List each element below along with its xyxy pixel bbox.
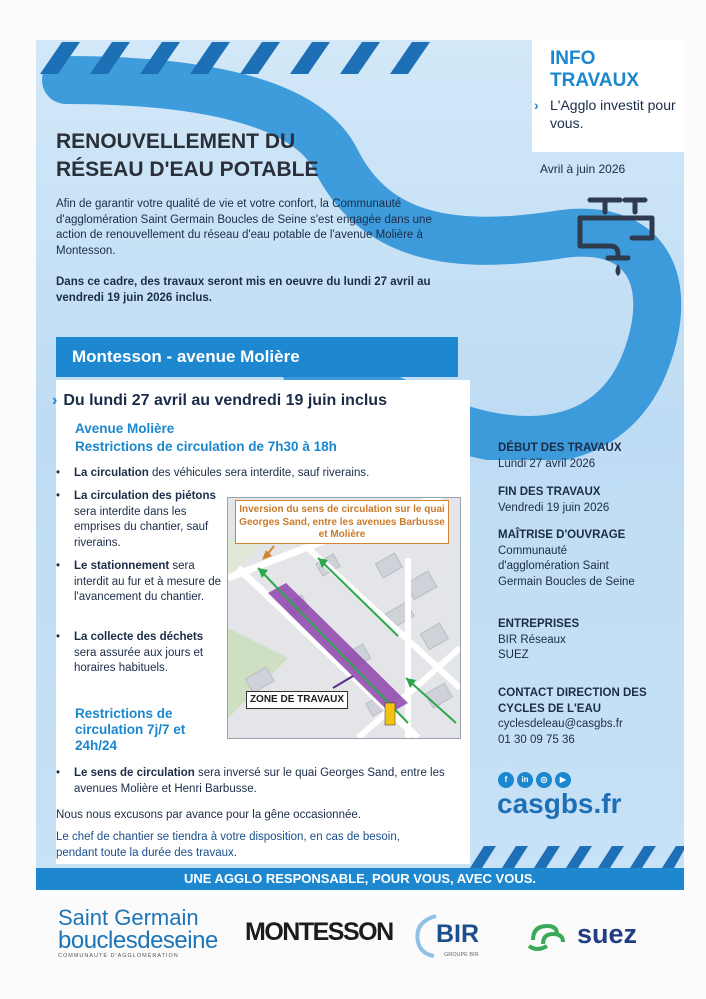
suez-logo-text: suez bbox=[577, 919, 638, 949]
map-callout: Inversion du sens de circulation sur le quai Georges Sand, entre les avenues Barbusse et Molière bbox=[235, 500, 449, 544]
avenue-restrictions-title bbox=[75, 420, 395, 456]
info-subtitle: L'Agglo investit pour vous. bbox=[550, 97, 676, 131]
bullet-text: sera interdite dans les emprises du chantier, sauf riverains. bbox=[74, 505, 209, 549]
sgbs-logo-line3: COMMUNAUTÉ D'AGGLOMÉRATION bbox=[58, 953, 179, 959]
contact-block bbox=[498, 686, 648, 748]
suez-logo bbox=[527, 918, 657, 952]
title-line1: RENOUVELLEMENT DU bbox=[56, 130, 296, 153]
list-item bbox=[74, 766, 454, 797]
suez-swirl-icon bbox=[527, 918, 573, 952]
facebook-icon[interactable]: f bbox=[498, 772, 514, 788]
bir-logo bbox=[412, 912, 502, 962]
list-item bbox=[74, 630, 224, 677]
avenue-name: Avenue Molière bbox=[75, 421, 175, 436]
contractor-suez: SUEZ bbox=[498, 649, 529, 661]
work-zone-label: ZONE DE TRAVAUX bbox=[246, 691, 348, 709]
bullet-bold: Le sens de circulation bbox=[74, 767, 195, 779]
footer-slogan: UNE AGGLO RESPONSABLE, POUR VOUS, AVEC VOUS. bbox=[36, 868, 684, 890]
dates-heading-text: Du lundi 27 avril au vendredi 19 juin inclus bbox=[63, 392, 387, 409]
montesson-logo: MONTESSON bbox=[245, 918, 393, 946]
bir-logo-text: BIR bbox=[436, 920, 480, 948]
list-item bbox=[74, 489, 224, 551]
site-manager-note: Le chef de chantier se tiendra à votre disposition, en cas de besoin, pendant toute la durée des travaux. bbox=[56, 831, 400, 859]
youtube-icon[interactable]: ▶ bbox=[555, 772, 571, 788]
bullet-text: sera assurée aux jours et horaires habituels. bbox=[74, 646, 204, 674]
intro-paragraph: Afin de garantir votre qualité de vie et votre confort, la Communauté d'agglomération Saint Germain Boucles de Seine s'est engagée dans une action de renouvellement du réseau d'eau potable de l'avenue Molière à Montesson. bbox=[56, 198, 432, 257]
sgbs-logo-line2: bouclesdeseine bbox=[58, 927, 218, 954]
start-heading: DÉBUT DES TRAVAUX bbox=[498, 442, 622, 454]
chevron-right-icon: › bbox=[534, 97, 539, 113]
bullet-text: des véhicules sera interdite, sauf riverains. bbox=[148, 467, 370, 479]
sgbs-logo-line1: Saint Germain bbox=[58, 905, 199, 930]
start-block bbox=[498, 441, 622, 472]
bullet-bold: La collecte des déchets bbox=[74, 631, 204, 643]
linkedin-icon[interactable]: in bbox=[517, 772, 533, 788]
contractor-bir: BIR Réseaux bbox=[498, 633, 566, 646]
owner-heading: MAÎTRISE D'OUVRAGE bbox=[498, 529, 626, 541]
water-tap-icon bbox=[570, 190, 660, 280]
bullet-bold: La circulation bbox=[74, 467, 149, 479]
sgbs-logo bbox=[58, 907, 218, 959]
owner-block bbox=[498, 528, 638, 590]
instagram-icon[interactable]: ◎ bbox=[536, 772, 552, 788]
info-title-line1: INFO bbox=[550, 48, 596, 69]
list-item bbox=[74, 559, 224, 606]
hazard-stripes-bottom bbox=[470, 846, 684, 868]
restrictions-24h-title: Restrictions de circulation 7j/7 et 24h/24 bbox=[75, 706, 186, 753]
start-value: Lundi 27 avril 2026 bbox=[498, 457, 596, 470]
bullet-bold: La circulation des piétons bbox=[74, 490, 216, 502]
bullet-text: sera inversé sur le quai Georges Sand, entre les avenues Molière et Henri Barbusse. bbox=[74, 767, 445, 795]
social-icons bbox=[498, 769, 574, 787]
intro-dates-paragraph: Dans ce cadre, des travaux seront mis en oeuvre du lundi 27 avril au vendredi 19 juin 2026 inclus. bbox=[56, 276, 431, 304]
website-link[interactable]: casgbs.fr bbox=[497, 788, 622, 819]
end-block bbox=[498, 485, 609, 516]
contact-email[interactable]: cyclesdeleau@casgbs.fr bbox=[498, 718, 623, 730]
contractors-block bbox=[498, 617, 579, 664]
contact-phone: 01 30 09 75 36 bbox=[498, 733, 575, 746]
end-value: Vendredi 19 juin 2026 bbox=[498, 501, 610, 514]
contractors-heading: ENTREPRISES bbox=[498, 618, 580, 630]
dates-heading bbox=[52, 392, 387, 410]
contact-heading: CONTACT DIRECTION DES CYCLES DE L'EAU bbox=[498, 687, 647, 715]
page-title bbox=[56, 128, 376, 184]
location-banner: Montesson - avenue Molière bbox=[56, 337, 458, 377]
chevron-right-icon: › bbox=[52, 392, 58, 409]
end-heading: FIN DES TRAVAUX bbox=[498, 486, 601, 498]
title-line2: RÉSEAU D'EAU POTABLE bbox=[56, 158, 319, 181]
hazard-stripes-top bbox=[40, 42, 440, 74]
owner-value: Communauté d'agglomération Saint Germain Boucles de Seine bbox=[498, 544, 635, 588]
info-travaux-title bbox=[550, 48, 670, 92]
bir-logo-subtext: GROUPE BIR bbox=[444, 952, 479, 958]
info-title-line2: TRAVAUX bbox=[550, 70, 640, 91]
bullet-text: sera interdit au fur et à mesure de l'avancement du chantier. bbox=[74, 560, 222, 603]
period-label: Avril à juin 2026 bbox=[540, 162, 626, 176]
daytime-restrictions: Restrictions de circulation de 7h30 à 18h bbox=[75, 439, 337, 454]
bullet-bold: Le stationnement bbox=[74, 560, 170, 572]
apology-text: Nous nous excusons par avance pour la gêne occasionnée. bbox=[56, 809, 361, 821]
list-item bbox=[74, 466, 434, 482]
